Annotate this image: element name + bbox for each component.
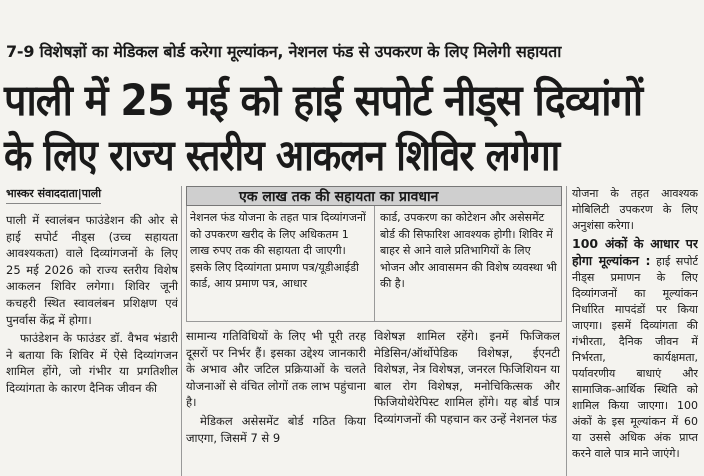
column-4-paragraph-2-text: हाई सपोर्ट नीड्स प्रमाणन के लिए दिव्यांगजनों का मूल्यांकन निर्धारित मापदंडों पर किया जाएगा। इसमें दिव्यांगता की गंभीरता, दैनिक जीवन में निर्भरता, कार्यक्षमता, पर्यावरणीय बाधाएं और सामाजिक-आर्थिक स्थिति को शामिल किया जाएगा। 100 अंकों के इस मूल्यांकन में 60 या उससे अधिक अंक प्राप्त करने वाले पात्र माने जाएंगे। [572, 255, 698, 460]
box-right-text: कार्ड, उपकरण का कोटेशन और असेसमेंट बोर्ड की सिफारिश आवश्यक होगी। शिविर में बाहर से आने वाले प्रतिभागियों के लिए भोजन और आवासमन की विशेष व्यवस्था भी की है। [380, 211, 557, 290]
column-4 [572, 186, 698, 476]
column-1 [6, 212, 178, 476]
column-2 [186, 328, 366, 476]
column-4-paragraph-2 [572, 236, 698, 462]
column-1-paragraph-2: फाउंडेशन के फाउंडर डॉ. वैभव भंडारी ने बताया कि शिविर में ऐसे दिव्यांगजन शामिल होंगे, जो गंभीर या प्रगतिशील दिव्यांगता के कारण दैनिक जीवन की [6, 331, 178, 395]
column-divider-right [566, 186, 567, 476]
column-2-paragraph-1: सामान्य गतिविधियों के लिए भी पूरी तरह दूसरों पर निर्भर हैं। इसका उद्देश्य जानकारी के अभाव और जटिल प्रक्रियाओं के चलते योजनाओं से वंचित लोगों तक लाभ पहुंचाना है। [186, 329, 366, 410]
column-4-subhead: 100 अंकों के आधार पर होगा मूल्यांकन : [572, 236, 698, 268]
column-3: विशेषज्ञ शामिल रहेंगे। इनमें फिजिकल मेडिसिन/ऑर्थोपेडिक विशेषज्ञ, ईएनटी विशेषज्ञ, नेत्र विशेषज्ञ, जनरल फिजिशियन या बाल रोग विशेषज्ञ, मनोचिकित्सक और फिजियोथेरेपिस्ट शामिल होंगे। यह बोर्ड पात्र दिव्यांगजनों की पहचान कर उन्हें नेशनल फंड [374, 329, 560, 426]
column-divider [181, 186, 182, 476]
column-4-paragraph-1: योजना के तहत आवश्यक मोबिलिटी उपकरण के लिए अनुशंसा करेगा। [572, 187, 698, 232]
box-left-text: नेशनल फंड योजना के तहत पात्र दिव्यांगजनों को उपकरण खरीद के लिए अधिकतम 1 लाख रुपए तक की सहायता दी जाएगी। इसके लिए दिव्यांगता प्रमाण पत्र/यूडीआईडी कार्ड, आय प्रमाण पत्र, आधार [190, 211, 366, 290]
byline: भास्कर संवाददाता|पाली [6, 186, 101, 204]
box-title: एक लाख तक की सहायता का प्रावधान [186, 186, 562, 206]
column-1-paragraph-1: पाली में स्वालंबन फाउंडेशन की ओर से हाई सपोर्ट नीड्स (उच्च सहायता आवश्यकता) वाले दिव्यांगजनों के लिए 25 मई 2026 को राज्य स्तरीय विशेष आकलन शिविर लगेगा। शिविर जूनी कचहरी स्थित स्वावलंबन प्रशिक्षण एवं पुनर्वास केंद्र में होगा। [6, 213, 178, 327]
headline-line-1: पाली में 25 मई को हाई सपोर्ट नीड्स दिव्यांगों [4, 76, 643, 126]
box-divider [374, 206, 375, 322]
kicker-subheadline: 7-9 विशेषज्ञों का मेडिकल बोर्ड करेगा मूल्यांकन, नेशनल फंड से उपकरण के लिए मिलेगी सहायता [6, 42, 562, 61]
headline-line-2: के लिए राज्य स्तरीय आकलन शिविर लगेगा [4, 131, 560, 181]
column-2-paragraph-2: मेडिकल असेसमेंट बोर्ड गठित किया जाएगा, जिसमें 7 से 9 [186, 413, 366, 445]
